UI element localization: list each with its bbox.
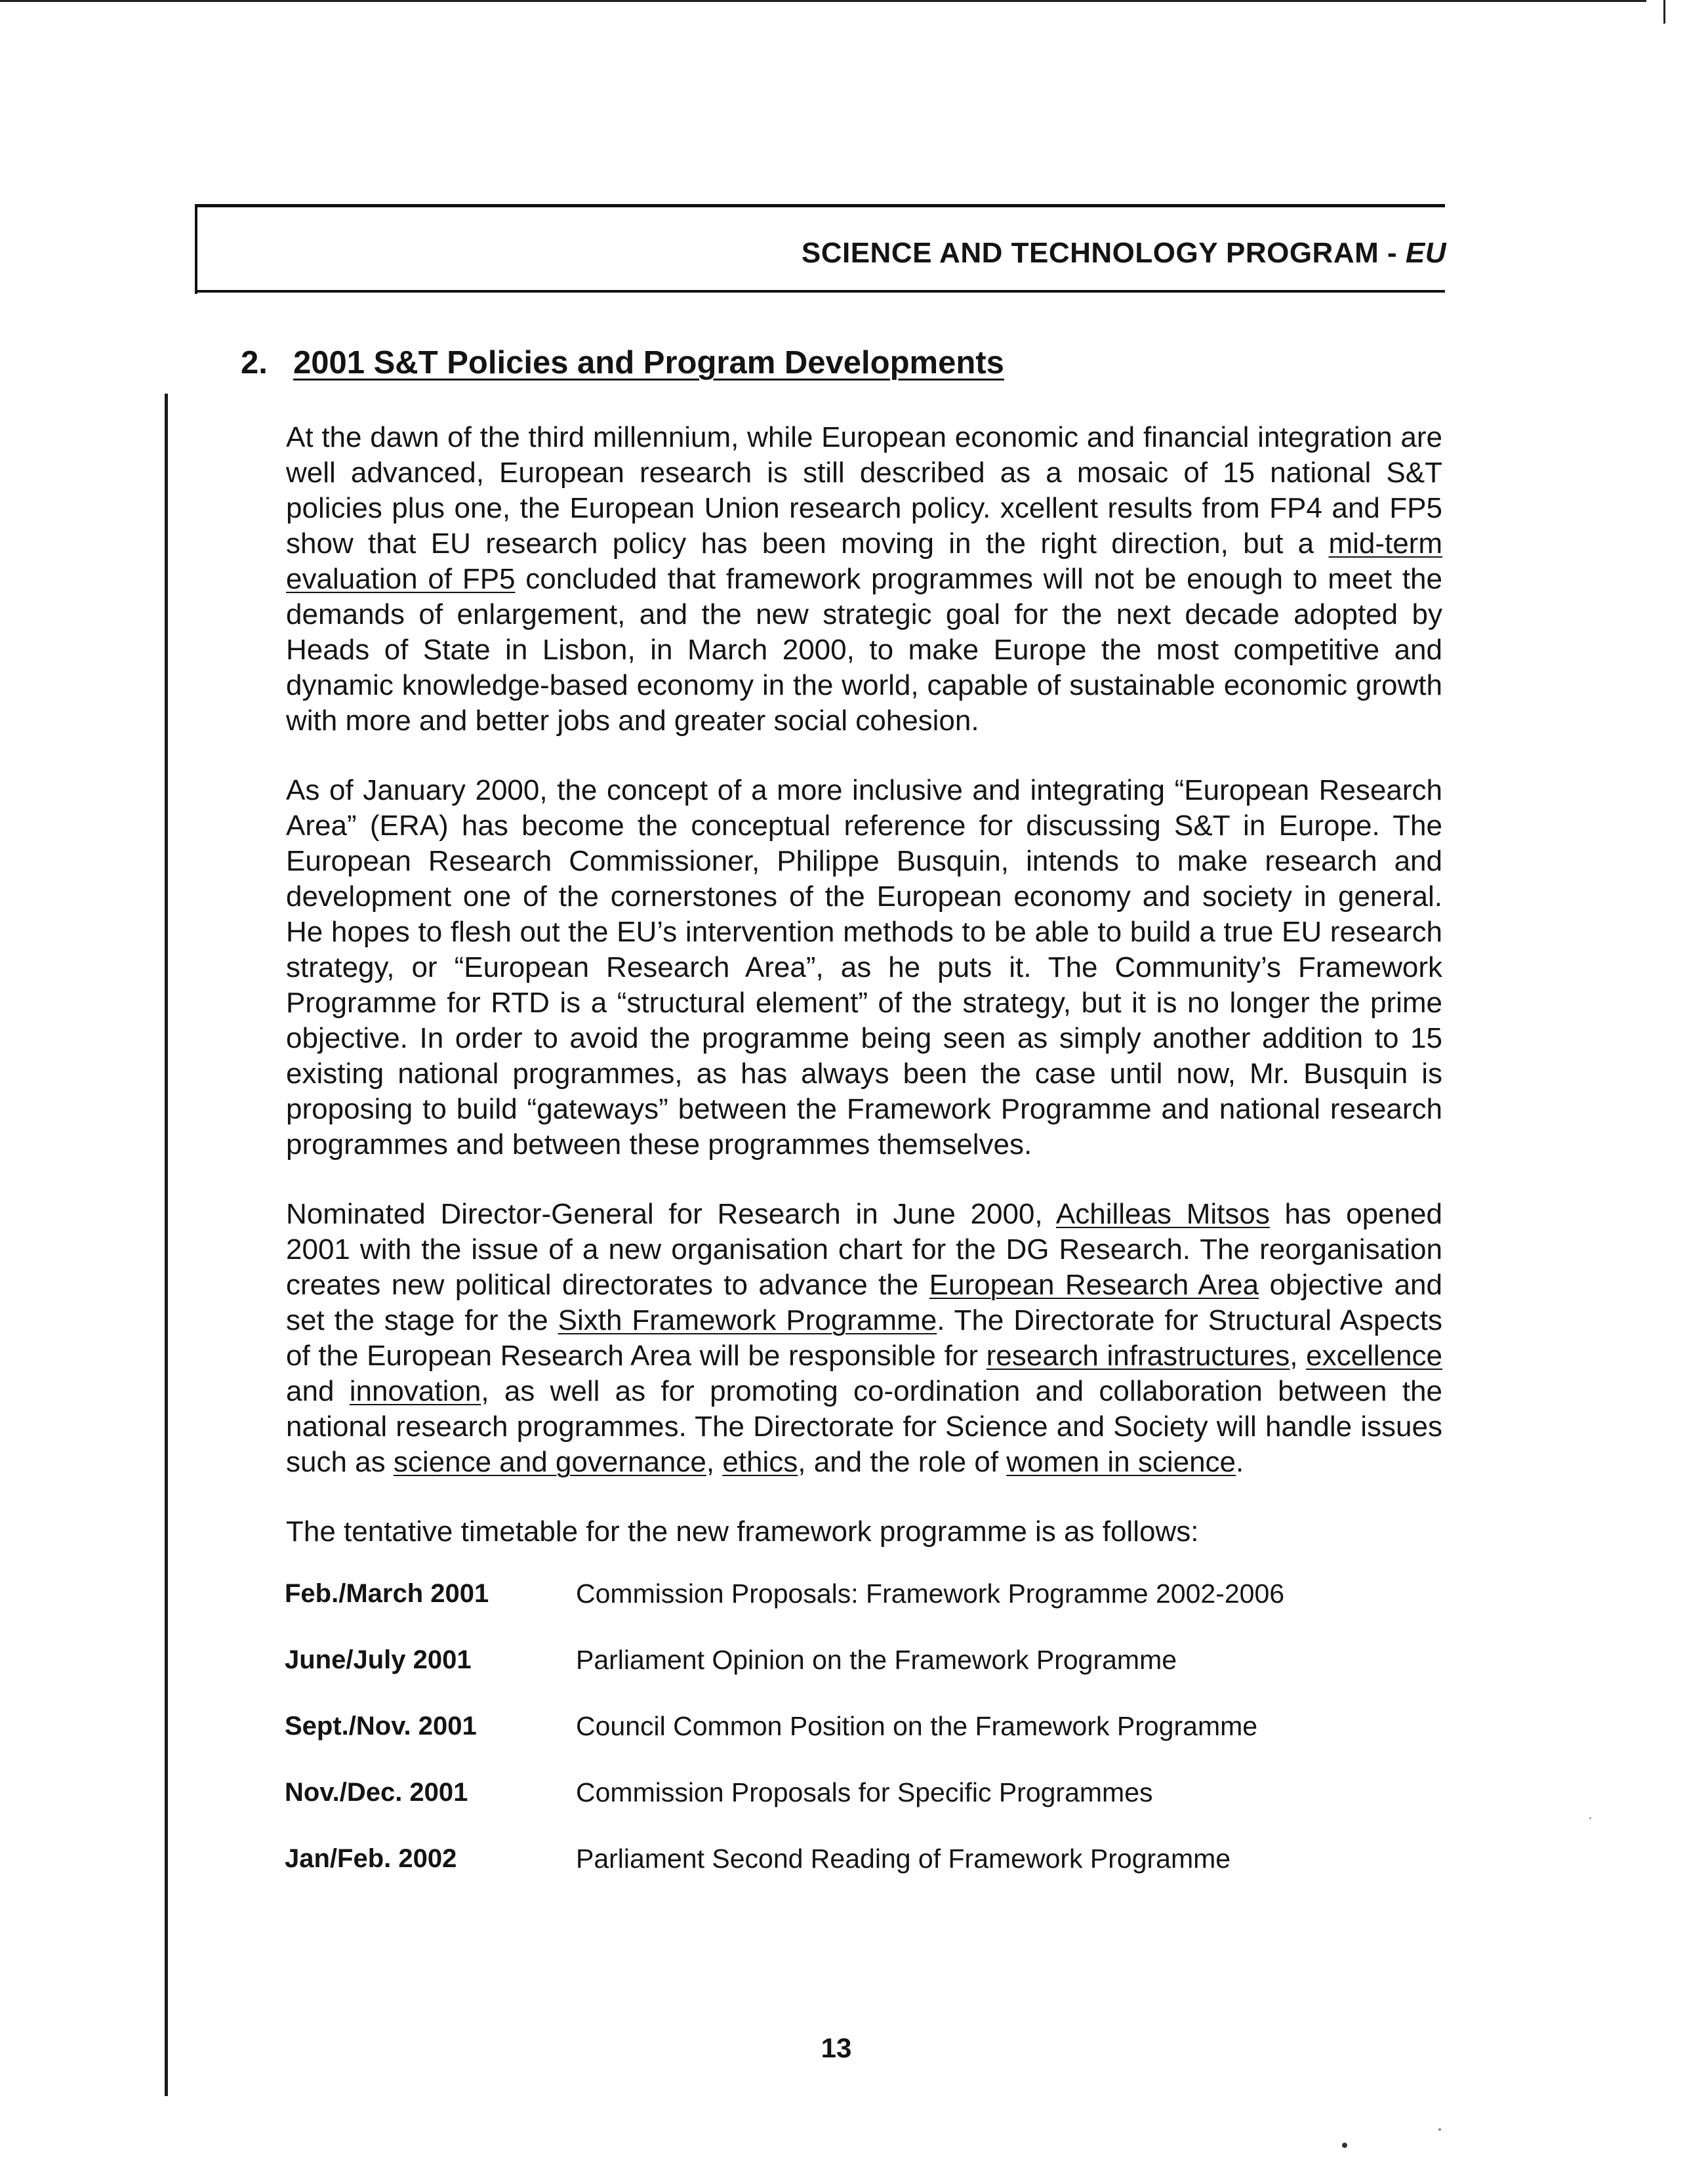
underlined-term: mid-term evaluation of FP5 xyxy=(286,527,1442,595)
scan-edge-top xyxy=(0,0,1646,2)
paragraph xyxy=(286,773,1442,1163)
underlined-term: excellence xyxy=(1306,1340,1443,1372)
timetable-date: Sept./Nov. 2001 xyxy=(285,1712,477,1741)
paragraph-text: At the dawn of the third millennium, while European economic and financial integration are well advanced, European research is still described as a mosaic of 15 national S&T policies plus one, the European Union research policy. xcellent results from FP4 and FP5 show that EU research policy has been moving in the right direction, but a xyxy=(286,421,1442,560)
paragraph-text: has opened 2001 with the issue of a new organisation chart for the DG Research. The reorganisation creates new political directorates to advance the xyxy=(286,1198,1442,1301)
running-header-program: SCIENCE AND TECHNOLOGY PROGRAM - xyxy=(801,237,1398,269)
paragraph xyxy=(286,1197,1442,1480)
timetable xyxy=(285,1576,1284,1907)
paragraph xyxy=(286,420,1442,739)
underlined-term: Sixth Framework Programme xyxy=(558,1304,937,1336)
paragraph-text: , xyxy=(1290,1340,1307,1372)
header-rule-top xyxy=(195,204,1445,207)
scan-speck xyxy=(1438,2128,1441,2131)
paragraph-text: . The Directorate for Structural Aspects of the European Research Area will be responsible for xyxy=(286,1304,1442,1372)
paragraph-text: , xyxy=(706,1446,723,1478)
underlined-term: European Research Area xyxy=(929,1269,1259,1301)
paragraph-text: concluded that framework programmes will not be enough to meet the demands of enlargement, and the new strategic goal for the next decade adopted by Heads of State in Lisbon, in March 2000, to make Europe the most competitive and dynamic knowledge-based economy in the world, capable of sustainable economic growth with more and better jobs and greater social cohesion. xyxy=(286,563,1442,737)
paragraph-text: , and the role of xyxy=(798,1446,1007,1478)
page-number: 13 xyxy=(821,2032,852,2063)
underlined-term: research infrastructures xyxy=(986,1340,1290,1372)
section-title: 2001 S&T Policies and Program Developments xyxy=(293,345,1004,381)
underlined-term: science and governance xyxy=(393,1446,706,1478)
timetable-row xyxy=(285,1775,1284,1841)
timetable-event: Council Common Position on the Framework Programme xyxy=(576,1711,1258,1741)
timetable-intro: The tentative timetable for the new framework programme is as follows: xyxy=(286,1515,1199,1548)
running-header xyxy=(197,237,1446,270)
timetable-row xyxy=(285,1841,1284,1907)
section-heading xyxy=(241,344,1004,381)
timetable-row xyxy=(285,1576,1284,1642)
change-bar xyxy=(165,394,168,2096)
underlined-term: innovation xyxy=(349,1375,481,1407)
paragraph-text: objective and set the stage for the xyxy=(286,1269,1442,1336)
paragraph-text: As of January 2000, the concept of a more inclusive and integrating “European Research Area” (ERA) has become the conceptual reference for discussing S&T in Europe. The European Research Commissioner, Philippe Busquin, intends to make research and development one of the cornerstones of the European economy and society in general. He hopes to flesh out the EU’s intervention methods to be able to build a true EU research strategy, or “European Research Area”, as he puts it. The Community’s Framework Programme for RTD is a “structural element” of the strategy, but it is no longer the prime objective. In order to avoid the programme being seen as simply another addition to 15 existing national programmes, as has always been the case until now, Mr. Busquin is proposing to build “gateways” between the Framework Programme and national research programmes and between these programmes themselves. xyxy=(286,774,1442,1161)
paragraph-text: , as well as for promoting co-ordination and collaboration between the national research programmes. The Directorate for Science and Society will handle issues such as xyxy=(286,1375,1442,1478)
underlined-term: Achilleas Mitsos xyxy=(1055,1198,1270,1230)
timetable-date: Jan/Feb. 2002 xyxy=(285,1844,457,1873)
running-header-region: EU xyxy=(1405,237,1446,269)
timetable-event: Commission Proposals for Specific Programmes xyxy=(576,1777,1153,1807)
timetable-event: Parliament Second Reading of Framework Programme xyxy=(576,1844,1231,1874)
timetable-row xyxy=(285,1708,1284,1775)
underlined-term: ethics xyxy=(722,1446,798,1478)
timetable-body xyxy=(285,1576,1284,1907)
scan-speck xyxy=(1342,2143,1347,2148)
body-content xyxy=(286,420,1442,1907)
paragraph-text: Nominated Director-General for Research in June 2000, xyxy=(286,1198,1056,1230)
timetable-event: Parliament Opinion on the Framework Programme xyxy=(576,1645,1177,1675)
timetable-row xyxy=(285,1642,1284,1708)
timetable-date: Nov./Dec. 2001 xyxy=(285,1778,468,1807)
scan-speck xyxy=(1589,1817,1591,1819)
timetable-date: June/July 2001 xyxy=(285,1645,472,1674)
timetable-date: Feb./March 2001 xyxy=(285,1579,489,1608)
header-rule-bottom xyxy=(195,290,1445,293)
paragraph-text: and xyxy=(286,1375,350,1407)
scan-edge-right xyxy=(1663,0,1665,24)
paragraph-text: . xyxy=(1236,1446,1244,1478)
underlined-term: women in science xyxy=(1006,1446,1236,1478)
timetable-event: Commission Proposals: Framework Programme 2002-2006 xyxy=(576,1578,1285,1609)
section-number: 2. xyxy=(241,345,268,381)
